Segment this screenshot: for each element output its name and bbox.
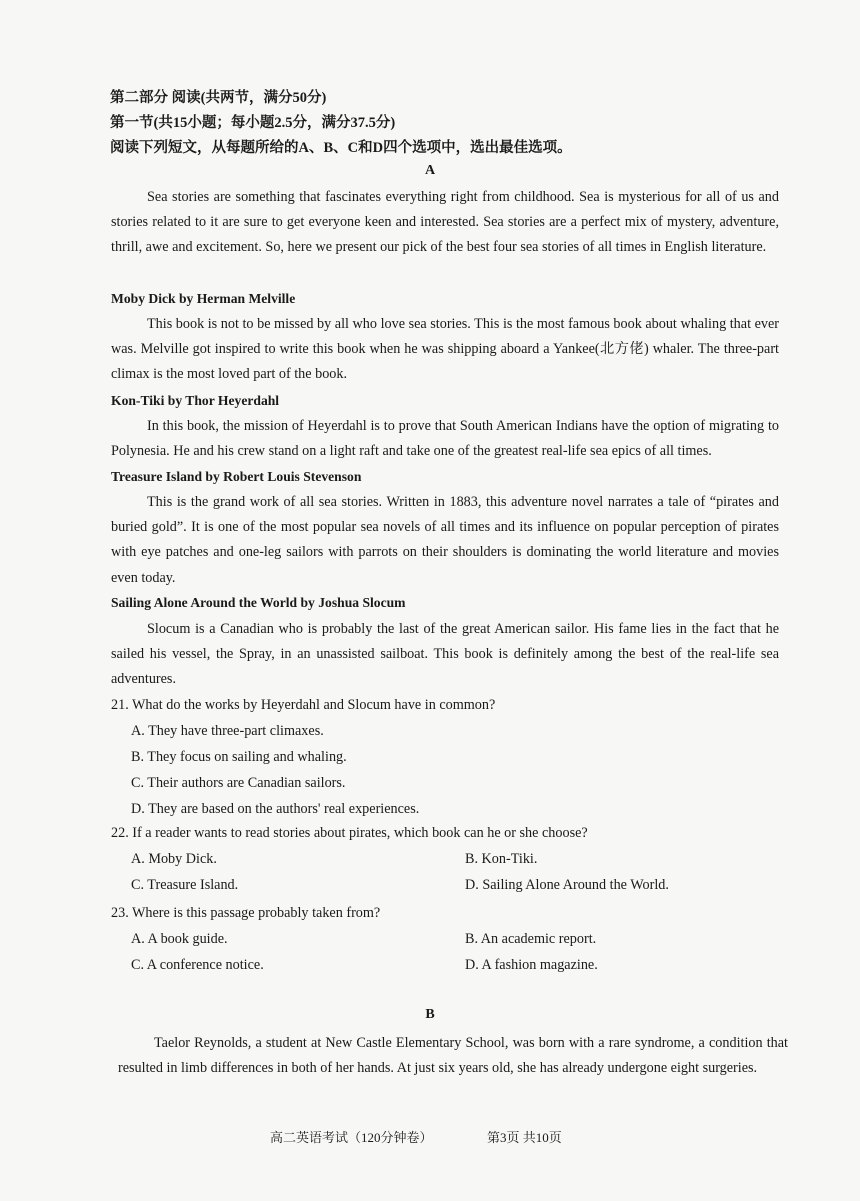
instruction: 阅读下列短文，从每题所给的A、B、C和D四个选项中，选出最佳选项。 bbox=[110, 140, 572, 156]
book-title-kon-tiki: Kon-Tiki by Thor Heyerdahl bbox=[111, 393, 280, 408]
question-21-option-b[interactable]: B. They focus on sailing and whaling. bbox=[131, 749, 347, 765]
book-text-sailing-alone: Slocum is a Canadian who is probably the last of the great American sailor. His fame lies in the fact that he sailed his vessel, the Spray, in an unassisted sailboat. This book is definitely among the best of the real-life sea adventures. bbox=[111, 621, 779, 688]
question-23-option-b[interactable]: B. An academic report. bbox=[465, 931, 597, 947]
book-text-kon-tiki: In this book, the mission of Heyerdahl is to prove that South American Indians have the option of migrating to Polynesia. He and his crew stand on a light raft and take one of the greatest real-life sea epics of all times. bbox=[111, 418, 779, 460]
question-22-stem: 22. If a reader wants to read stories about pirates, which book can he or she choose? bbox=[111, 825, 588, 841]
question-23-option-c[interactable]: C. A conference notice. bbox=[131, 957, 264, 973]
question-22-option-c[interactable]: C. Treasure Island. bbox=[131, 877, 239, 893]
question-22-option-a[interactable]: A. Moby Dick. bbox=[131, 851, 217, 867]
question-23-stem: 23. Where is this passage probably taken from? bbox=[111, 905, 381, 921]
question-23-option-a[interactable]: A. A book guide. bbox=[131, 931, 228, 947]
passage-b-label: B bbox=[425, 1007, 435, 1022]
question-21-stem: 21. What do the works by Heyerdahl and Slocum have in common? bbox=[111, 697, 496, 713]
subsection-title: 第一节(共15小题；每小题2.5分，满分37.5分) bbox=[110, 115, 396, 131]
question-21-option-d[interactable]: D. They are based on the authors' real experiences. bbox=[131, 801, 420, 817]
book-title-sailing-alone: Sailing Alone Around the World by Joshua Slocum bbox=[111, 595, 406, 610]
question-21-option-a[interactable]: A. They have three-part climaxes. bbox=[131, 723, 324, 739]
passage-b-text: Taelor Reynolds, a student at New Castle Elementary School, was born with a rare syndrome, a condition that resulted in limb differences in both of her hands. At just six years old, she has already undergone eight surgeries. bbox=[118, 1035, 788, 1077]
book-text-treasure-island: This is the grand work of all sea stories. Written in 1883, this adventure novel narrates a tale of “pirates and buried gold”. It is one of the most popular sea novels of all times and its influence on popular perception of pirates with eye patches and one-leg sailors with parrots on their shoulders is dominating the world literature and movies even today. bbox=[111, 494, 779, 586]
question-22-option-d[interactable]: D. Sailing Alone Around the World. bbox=[465, 877, 669, 893]
passage-a-label: A bbox=[424, 163, 436, 178]
passage-a-intro: Sea stories are something that fascinates everything right from childhood. Sea is mysterious for all of us and stories related to it are sure to get everyone keen and interested. Sea stories are a perfect mix of mystery, adventure, thrill, awe and excitement. So, here we present our pick of the best four sea stories of all times in English literature. bbox=[111, 189, 779, 256]
book-text-moby-dick: This book is not to be missed by all who love sea stories. This is the most famous book about whaling that ever was. Melville got inspired to write this book when he was shipping aboard a Yankee(北方佬) whaler. The three-part climax is the most loved part of the book. bbox=[111, 316, 779, 383]
book-title-treasure-island: Treasure Island by Robert Louis Stevenson bbox=[111, 469, 362, 484]
book-title-moby-dick: Moby Dick by Herman Melville bbox=[111, 291, 296, 306]
part-title: 第二部分 阅读(共两节，满分50分) bbox=[110, 90, 327, 106]
footer-exam-title: 高二英语考试（120分钟卷） bbox=[270, 1130, 433, 1145]
question-22-option-b[interactable]: B. Kon-Tiki. bbox=[465, 851, 538, 867]
question-23-option-d[interactable]: D. A fashion magazine. bbox=[465, 957, 598, 973]
question-21-option-c[interactable]: C. Their authors are Canadian sailors. bbox=[131, 775, 346, 791]
footer-page-number: 第3页 共10页 bbox=[487, 1130, 562, 1145]
